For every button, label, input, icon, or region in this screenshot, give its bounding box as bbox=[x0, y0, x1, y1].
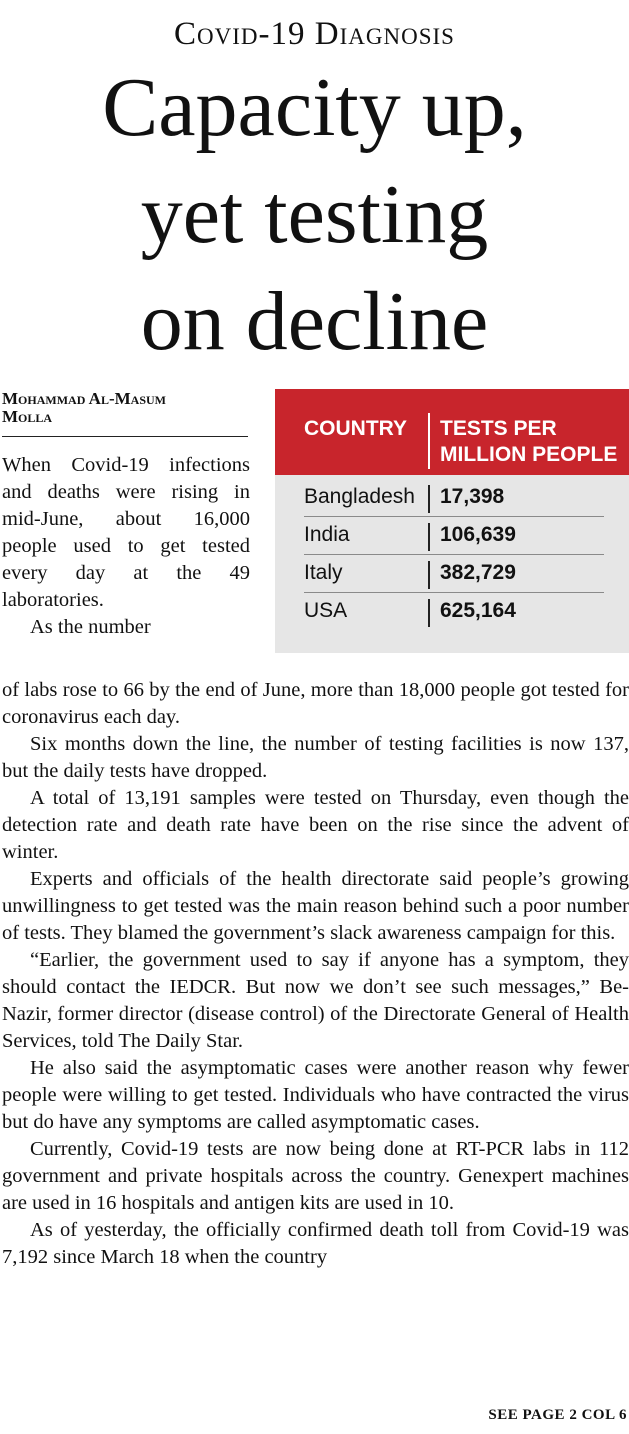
row-divider bbox=[428, 599, 430, 627]
row-value: 382,729 bbox=[440, 561, 516, 584]
table-row bbox=[275, 517, 629, 555]
table-header bbox=[275, 389, 629, 475]
paragraph-8: Currently, Covid-19 tests are now being done at RT-PCR labs in 112 government and private hospitals across the country. Genexpert machines are used in 16 hospitals and antigen kits are used in 10. bbox=[2, 1138, 629, 1214]
paragraph-2-start: As the number bbox=[30, 616, 151, 638]
intro-column bbox=[2, 452, 250, 641]
table-row bbox=[275, 593, 629, 631]
paragraph-5: Experts and officials of the health directorate said people’s growing unwillingness to get tested was the main reason behind such a poor number of tests. They blamed the government’s slack awareness campaign for this. bbox=[2, 868, 629, 944]
continuation-note[interactable]: SEE PAGE 2 COL 6 bbox=[488, 1407, 627, 1423]
paragraph-9: As of yesterday, the officially confirmed death toll from Covid-19 was 7,192 since March 18 when the country bbox=[2, 1219, 629, 1268]
paragraph-4: A total of 13,191 samples were tested on Thursday, even though the detection rate and death rate have been on the rise since the advent of winter. bbox=[2, 787, 629, 863]
paragraph-1: When Covid-19 infections and deaths were rising in mid-June, about 16,000 people used to get tested every day at the 49 laboratories. bbox=[2, 454, 250, 611]
row-divider bbox=[428, 485, 430, 513]
row-value: 106,639 bbox=[440, 523, 516, 546]
row-country: Bangladesh bbox=[304, 485, 415, 508]
headline bbox=[0, 54, 629, 375]
table-row bbox=[275, 479, 629, 517]
table-header-tests-line-1: TESTS PER bbox=[440, 417, 557, 440]
table-header-divider bbox=[428, 413, 430, 469]
row-country: India bbox=[304, 523, 350, 546]
paragraph-2-rest: of labs rose to 66 by the end of June, more than 18,000 people got tested for coronavirus each day. bbox=[2, 679, 629, 728]
byline-line-2: Molla bbox=[2, 407, 53, 426]
table-header-tests bbox=[440, 416, 617, 468]
table-row bbox=[275, 555, 629, 593]
section-kicker: Covid-19 Diagnosis bbox=[174, 16, 455, 52]
table-header-tests-line-2: MILLION PEOPLE bbox=[440, 443, 618, 466]
paragraph-3: Six months down the line, the number of testing facilities is now 137, but the daily tests have dropped. bbox=[2, 733, 629, 782]
row-value: 17,398 bbox=[440, 485, 505, 508]
byline bbox=[2, 390, 248, 437]
article-body bbox=[2, 677, 629, 1271]
paragraph-6: “Earlier, the government used to say if anyone has a symptom, they should contact the IEDCR. But now we don’t see such messages,” Be-Nazir, former director (disease control) of the Directorate General of Health Services, told The Daily Star. bbox=[2, 949, 629, 1052]
paragraph-7: He also said the asymptomatic cases were another reason why fewer people were willing to get tested. Individuals who have contracted the virus but do have any symptoms are called asymptomatic cases. bbox=[2, 1057, 629, 1133]
headline-line-2: yet testing bbox=[140, 168, 489, 261]
byline-line-1: Mohammad Al-Masum bbox=[2, 389, 166, 408]
table-header-country: COUNTRY bbox=[304, 417, 408, 440]
row-value: 625,164 bbox=[440, 599, 516, 622]
row-country: USA bbox=[304, 599, 348, 622]
tests-table bbox=[275, 389, 629, 653]
headline-line-1: Capacity up, bbox=[102, 61, 527, 154]
row-country: Italy bbox=[304, 561, 343, 584]
headline-line-3: on decline bbox=[140, 275, 489, 368]
row-divider bbox=[428, 523, 430, 551]
row-divider bbox=[428, 561, 430, 589]
